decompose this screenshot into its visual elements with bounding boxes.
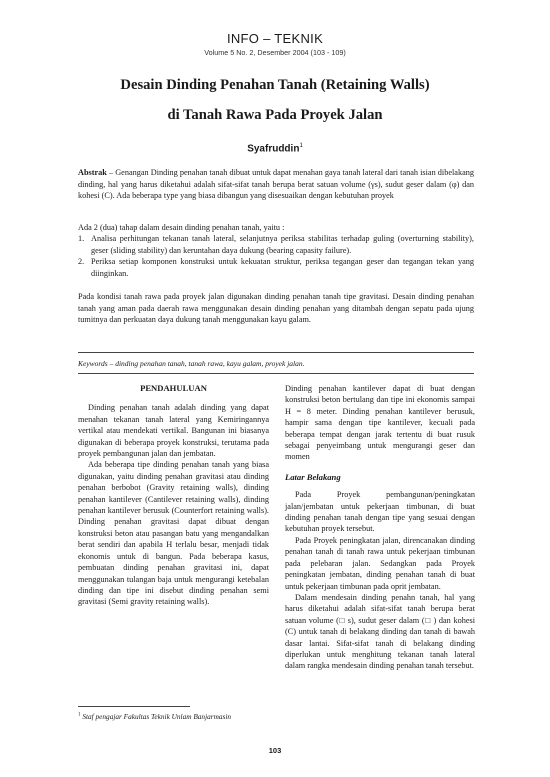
- author: [0, 143, 550, 154]
- section-heading-latar-belakang: Latar Belakang: [285, 471, 341, 482]
- divider: [78, 352, 474, 353]
- paper-title-line-2: di Tanah Rawa Pada Proyek Jalan: [167, 107, 383, 123]
- abstract-closing: Pada kondisi tanah rawa pada proyek jalan digunakan dinding penahan tanah tipe gravitasi. Desain dinding penahan tanah yang aman pada daerah rawa menggunakan desain dinding penahan yang ditambah dengan sepatu pada ujung tumitnya dan perkuatan daya dukung tanah menggunakan kayu galam.: [78, 292, 474, 325]
- abstract-steps-list: [78, 233, 474, 279]
- page-number: 103: [268, 746, 282, 755]
- paragraph: Dinding penahan kantilever dapat di buat dengan konstruksi beton bertulang dan tipe ini ekonomis sampai H = 8 meter. Dinding penahan kantilever berusuk, hampir sama dengan tipe kantilever, kecuali pada beberapa tempat dengan jarak tertentu di buat rusuk sebagai penyeimbang untuk mengurangi geser dan momen: [285, 384, 475, 462]
- divider: [78, 373, 474, 374]
- author-footnote-mark: 1: [299, 143, 303, 149]
- left-column: [78, 383, 269, 608]
- paragraph: Ada beberapa tipe dinding penahan tanah yang biasa digunakan, yaitu dinding penahan gravitasi atau dinding penahan berbobot (Gravity retaining walls), dinding penahan kantilever (Cantilever retaining walls), dinding penahan kantilever berusuk (Counterfort retaining walls). Dinding penahan gravitasi dapat dibuat dengan konstruksi beton atau pasangan batu yang mengandalkan berat sendiri dan apabila H terlalu besar, menjadi tidak ekonomis untuk di bangun. Pada beberapa kasus, pembuatan dinding penahan gravitasi ini, dapat menggunakan tulangan baja untuk mengurangi ketebalan dinding dan tipe ini disebut dinding penahan semi gravitasi (Semi gravity retaining walls).: [78, 460, 269, 607]
- list-item-number: 2.: [78, 257, 85, 267]
- list-item-number: 1.: [78, 234, 85, 243]
- abstract-steps-intro: Ada 2 (dua) tahap dalam desain dinding penahan tanah, yaitu :: [78, 223, 285, 232]
- journal-volume: Volume 5 No. 2, Desember 2004 (103 - 109): [204, 48, 346, 57]
- keywords: Keywords – dinding penahan tanah, tanah rawa, kayu galam, proyek jalan.: [78, 359, 305, 368]
- footnote-text: Staf pengajar Fakultas Teknik Unlam Banjarmasin: [82, 712, 232, 721]
- abstract: [78, 167, 474, 202]
- list-item-text: Periksa setiap komponen konstruksi untuk kekuatan struktur, periksa tegangan geser dan tegangan tekan yang diinginkan.: [91, 257, 474, 278]
- paragraph: Dinding penahan tanah adalah dinding yang dapat menahan tekanan tanah lateral yang Kemiringannya vertikal atau mendekati vertikal. Bangunan ini biasanya digunakan di beberapa proyek konstruksi, terutama pada proyek pembangunan jalan dan jembatan.: [78, 403, 269, 459]
- journal-title: INFO – TEKNIK: [226, 31, 324, 46]
- list-item: [78, 256, 474, 279]
- footnote-mark: 1: [78, 712, 81, 718]
- author-name: Syafruddin: [247, 143, 300, 155]
- list-item-text: Analisa perhitungan tekanan tanah lateral, selanjutnya periksa stabilitas terhadap guling (overturning stability), geser (sliding stability) dan keruntahan daya dukung (bearing capasity failure).: [91, 234, 474, 255]
- right-column: [285, 383, 475, 672]
- abstract-label: Abstrak: [78, 168, 107, 177]
- section-heading-pendahuluan: PENDAHULUAN: [140, 383, 207, 393]
- abstract-text: – Genangan Dinding penahan tanah dibuat untuk dapat menahan gaya tanah lateral dari tanah isian dibelakang dinding, hal yang harus diketahui adalah sifat-sifat tanah berupa berat satuan volume (γs), sudut geser dalam (φ) dan kohesi (C). Ada beberapa type yang biasa dibangun yang disesuaikan dengan kebutuhan proyek: [78, 168, 474, 201]
- list-item: [78, 233, 474, 256]
- paragraph: Dalam mendesain dinding penahn tanah, hal yang harus diketahui adalah sifat-sifat tanah berupa berat satuan volume (□ s), sudut geser dalam (□ ) dan kohesi (C) untuk tanah di belakang dinding dan tanah di bawah dasar lantai. Sifat-sifat tanah di belakang dinding diperlukan untuk menghitung tekanan tanah lateral dalam rangka mendesain dinding penahan tanah tersebut.: [285, 592, 475, 671]
- paragraph: Pada Proyek pembangunan/peningkatan jalan/jembatan untuk pekerjaan timbunan, di buat dinding penahan tanah dengan tipe yang sesuai dengan kebutuhan proyek tersebut.: [285, 490, 475, 534]
- paragraph: Pada Proyek peningkatan jalan, direncanakan dinding penahan tanah di tanah rawa untuk pekerjaan timbunan pada pelebaran jalan. Sedangkan pada Proyek peningkatan jembatan, dinding penahan tanah di buat untuk pekerjaan timbunan pada oprit jembatan.: [285, 535, 475, 591]
- footnote: [78, 712, 231, 721]
- footnote-divider: [78, 706, 190, 707]
- paper-title-line-1: Desain Dinding Penahan Tanah (Retaining Walls): [120, 77, 430, 93]
